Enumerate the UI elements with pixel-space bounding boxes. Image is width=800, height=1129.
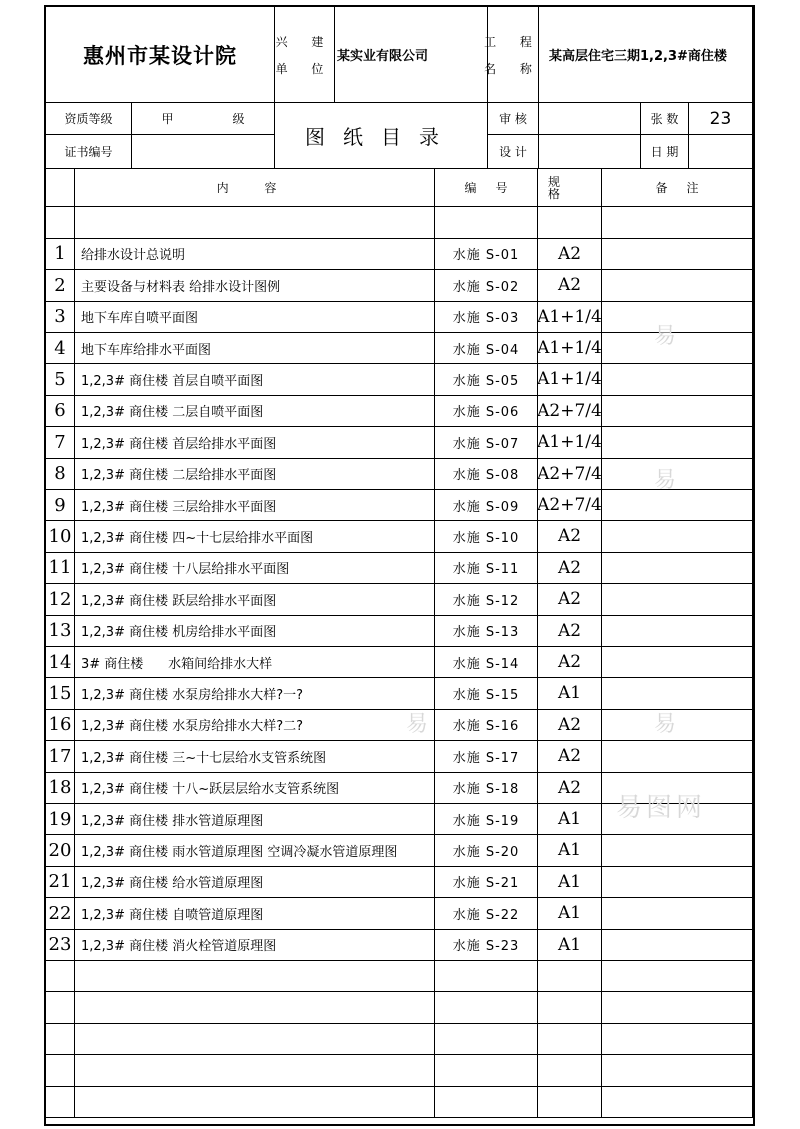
row-code: 水施 S-14 — [435, 647, 538, 679]
row-number: 23 — [46, 929, 75, 961]
row-number — [46, 1086, 75, 1118]
row-number: 17 — [46, 741, 75, 773]
row-spec — [538, 1086, 602, 1118]
row-spec — [538, 961, 602, 993]
row-remark — [602, 1023, 753, 1055]
certificate-label: 证书编号 — [46, 135, 132, 169]
row-remark — [602, 395, 753, 427]
row-spec: A2 — [538, 521, 602, 553]
row-spec — [538, 992, 602, 1024]
row-spec: A1 — [538, 898, 602, 930]
row-content: 1,2,3# 商住楼 三层给排水平面图 — [75, 490, 435, 522]
row-content: 1,2,3# 商住楼 排水管道原理图 — [75, 804, 435, 836]
qualification-label: 资质等级 — [46, 103, 132, 135]
row-content: 1,2,3# 商住楼 四~十七层给排水平面图 — [75, 521, 435, 553]
row-content — [75, 992, 435, 1024]
row-number: 14 — [46, 647, 75, 679]
column-header-number — [46, 169, 75, 207]
row-remark — [602, 835, 753, 867]
row-number: 2 — [46, 270, 75, 302]
row-spec: A2+7/4 — [538, 458, 602, 490]
row-content: 1,2,3# 商住楼 水泵房给排水大样?一? — [75, 678, 435, 710]
row-code: 水施 S-04 — [435, 333, 538, 365]
row-remark — [602, 364, 753, 396]
row-content: 1,2,3# 商住楼 二层给排水平面图 — [75, 458, 435, 490]
column-header-content: 内 容 — [75, 169, 435, 207]
row-number: 18 — [46, 772, 75, 804]
row-content — [75, 1055, 435, 1087]
row-spec: A2 — [538, 615, 602, 647]
row-number — [46, 1055, 75, 1087]
row-remark — [602, 207, 753, 239]
row-content: 1,2,3# 商住楼 首层自喷平面图 — [75, 364, 435, 396]
column-header-remark: 备 注 — [602, 169, 753, 207]
row-code: 水施 S-19 — [435, 804, 538, 836]
certificate-value — [132, 135, 275, 169]
client-name: 某实业有限公司 — [335, 7, 488, 103]
row-code: 水施 S-11 — [435, 552, 538, 584]
row-content: 1,2,3# 商住楼 十八层给排水平面图 — [75, 552, 435, 584]
row-spec: A2 — [538, 741, 602, 773]
row-content: 1,2,3# 商住楼 给水管道原理图 — [75, 866, 435, 898]
row-spec: A2 — [538, 584, 602, 616]
row-code: 水施 S-15 — [435, 678, 538, 710]
row-number: 5 — [46, 364, 75, 396]
row-code: 水施 S-01 — [435, 238, 538, 270]
watermark-glyph: 易 — [406, 712, 429, 737]
row-number: 20 — [46, 835, 75, 867]
project-label — [484, 7, 542, 103]
row-code: 水施 S-22 — [435, 898, 538, 930]
row-content: 1,2,3# 商住楼 消火栓管道原理图 — [75, 929, 435, 961]
row-code — [435, 207, 538, 239]
row-code: 水施 S-13 — [435, 615, 538, 647]
row-content: 1,2,3# 商住楼 首层给排水平面图 — [75, 427, 435, 459]
row-number: 7 — [46, 427, 75, 459]
row-code: 水施 S-17 — [435, 741, 538, 773]
row-remark — [602, 301, 753, 333]
client-label-top: 兴 建 — [275, 34, 334, 49]
row-remark — [602, 866, 753, 898]
qualification-grade-b: 级 — [232, 112, 245, 126]
drawing-title: 图纸目录 — [275, 103, 488, 169]
row-code: 水施 S-03 — [435, 301, 538, 333]
row-code: 水施 S-16 — [435, 709, 538, 741]
row-content: 地下车库给排水平面图 — [75, 333, 435, 365]
row-number: 22 — [46, 898, 75, 930]
row-number: 21 — [46, 866, 75, 898]
row-number: 10 — [46, 521, 75, 553]
row-remark — [602, 458, 753, 490]
row-content: 给排水设计总说明 — [75, 238, 435, 270]
watermark-brand: 易图网 — [616, 793, 707, 823]
row-spec: A1+1/4 — [538, 333, 602, 365]
row-spec — [538, 1055, 602, 1087]
row-spec — [538, 207, 602, 239]
row-content — [75, 1023, 435, 1055]
row-remark — [602, 929, 753, 961]
row-number: 9 — [46, 490, 75, 522]
row-content: 1,2,3# 商住楼 水泵房给排水大样?二? — [75, 709, 435, 741]
row-number — [46, 1023, 75, 1055]
row-spec: A2 — [538, 709, 602, 741]
client-label — [275, 7, 335, 103]
row-number — [46, 207, 75, 239]
row-content: 1,2,3# 商住楼 三~十七层给水支管系统图 — [75, 741, 435, 773]
client-label-bottom: 单 位 — [275, 61, 334, 76]
row-number: 15 — [46, 678, 75, 710]
row-spec: A1 — [538, 929, 602, 961]
row-spec: A2 — [538, 238, 602, 270]
qualification-grade — [132, 103, 275, 135]
row-code: 水施 S-20 — [435, 835, 538, 867]
row-code: 水施 S-09 — [435, 490, 538, 522]
row-number: 13 — [46, 615, 75, 647]
sheet-count-value: 23 — [689, 103, 753, 135]
row-remark — [602, 521, 753, 553]
row-number: 16 — [46, 709, 75, 741]
row-content: 1,2,3# 商住楼 二层自喷平面图 — [75, 395, 435, 427]
row-remark — [602, 427, 753, 459]
row-code — [435, 1023, 538, 1055]
row-spec: A1+1/4 — [538, 364, 602, 396]
row-remark — [602, 804, 753, 836]
column-header-spec-bottom: 格 — [548, 186, 561, 201]
row-content: 1,2,3# 商住楼 雨水管道原理图 空调冷凝水管道原理图 — [75, 835, 435, 867]
row-content: 3# 商住楼 水箱间给排水大样 — [75, 647, 435, 679]
row-spec: A1+1/4 — [538, 427, 602, 459]
column-header-spec-top: 规 — [548, 174, 561, 189]
row-number: 8 — [46, 458, 75, 490]
row-number: 4 — [46, 333, 75, 365]
row-code: 水施 S-18 — [435, 772, 538, 804]
row-remark — [602, 584, 753, 616]
row-spec: A1 — [538, 835, 602, 867]
row-remark — [602, 992, 753, 1024]
row-number: 19 — [46, 804, 75, 836]
row-code: 水施 S-05 — [435, 364, 538, 396]
row-remark — [602, 238, 753, 270]
project-label-top: 工 程 — [484, 34, 542, 49]
qualification-grade-a: 甲 — [161, 112, 174, 126]
row-remark — [602, 552, 753, 584]
row-spec: A1+1/4 — [538, 301, 602, 333]
row-code: 水施 S-06 — [435, 395, 538, 427]
design-label: 设 计 — [488, 135, 539, 169]
watermark-glyph: 易 — [654, 712, 677, 737]
row-remark — [602, 270, 753, 302]
row-number: 11 — [46, 552, 75, 584]
row-number: 6 — [46, 395, 75, 427]
row-content: 1,2,3# 商住楼 机房给排水平面图 — [75, 615, 435, 647]
row-code: 水施 S-21 — [435, 866, 538, 898]
row-spec: A2 — [538, 270, 602, 302]
row-code — [435, 961, 538, 993]
row-spec: A2 — [538, 647, 602, 679]
row-remark — [602, 490, 753, 522]
row-remark — [602, 647, 753, 679]
row-spec: A2+7/4 — [538, 395, 602, 427]
project-label-bottom: 名 称 — [484, 61, 542, 76]
row-spec: A2+7/4 — [538, 490, 602, 522]
row-content — [75, 961, 435, 993]
row-spec — [538, 1023, 602, 1055]
row-spec: A1 — [538, 866, 602, 898]
row-code: 水施 S-12 — [435, 584, 538, 616]
review-value — [539, 103, 641, 135]
row-remark — [602, 615, 753, 647]
row-number: 3 — [46, 301, 75, 333]
row-content: 1,2,3# 商住楼 十八~跃层层给水支管系统图 — [75, 772, 435, 804]
row-spec: A2 — [538, 772, 602, 804]
row-remark — [602, 709, 753, 741]
row-number: 1 — [46, 238, 75, 270]
row-content — [75, 207, 435, 239]
project-name: 某高层住宅三期1,2,3#商住楼 — [539, 7, 753, 103]
date-label: 日 期 — [641, 135, 689, 169]
row-remark — [602, 961, 753, 993]
company-name: 惠州市某设计院 — [46, 7, 275, 103]
row-content: 1,2,3# 商住楼 跃层给排水平面图 — [75, 584, 435, 616]
sheet-count-label: 张 数 — [641, 103, 689, 135]
column-header-code: 编 号 — [435, 169, 538, 207]
row-code: 水施 S-23 — [435, 929, 538, 961]
row-number: 12 — [46, 584, 75, 616]
row-remark — [602, 772, 753, 804]
review-label: 审 核 — [488, 103, 539, 135]
row-number — [46, 961, 75, 993]
watermark-glyph: 易 — [654, 468, 677, 493]
row-code: 水施 S-02 — [435, 270, 538, 302]
row-remark — [602, 333, 753, 365]
row-content: 1,2,3# 商住楼 自喷管道原理图 — [75, 898, 435, 930]
row-code — [435, 1086, 538, 1118]
row-code: 水施 S-10 — [435, 521, 538, 553]
row-spec: A2 — [538, 552, 602, 584]
row-content — [75, 1086, 435, 1118]
row-remark — [602, 678, 753, 710]
row-code — [435, 992, 538, 1024]
row-spec: A1 — [538, 804, 602, 836]
row-remark — [602, 898, 753, 930]
row-spec: A1 — [538, 678, 602, 710]
row-remark — [602, 1055, 753, 1087]
row-content: 主要设备与材料表 给排水设计图例 — [75, 270, 435, 302]
date-value — [689, 135, 753, 169]
row-remark — [602, 1086, 753, 1118]
watermark-glyph: 易 — [654, 324, 677, 349]
row-code: 水施 S-07 — [435, 427, 538, 459]
row-remark — [602, 741, 753, 773]
row-number — [46, 992, 75, 1024]
drawing-index-sheet — [44, 5, 755, 1126]
row-content: 地下车库自喷平面图 — [75, 301, 435, 333]
row-code — [435, 1055, 538, 1087]
column-header-spec — [538, 169, 602, 207]
row-code: 水施 S-08 — [435, 458, 538, 490]
design-value — [539, 135, 641, 169]
